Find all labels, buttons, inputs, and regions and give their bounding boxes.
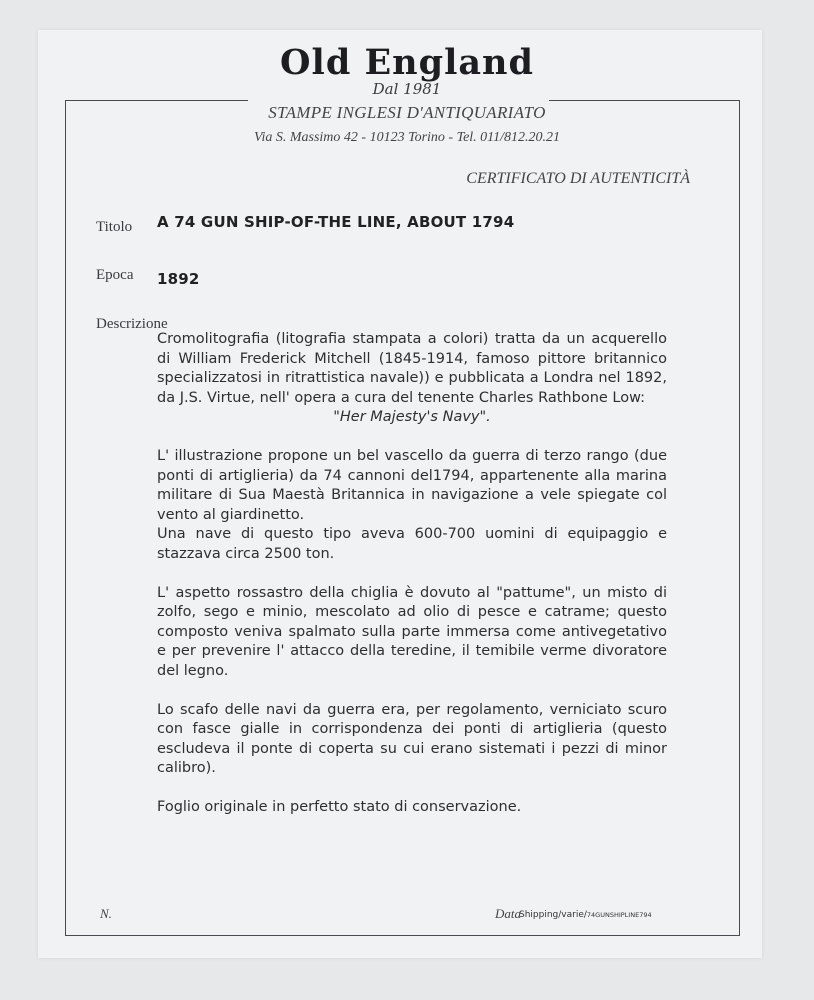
description-paragraph-1: Cromolitografia (litografia stampata a colori) tratta da un acquerello di William Frederick Mitchell (1845-1914, famoso pittore britannico specializzatosi in ritrattistica navale)) e pubblicata a Londra nel 1892, da J.S. Virtue, nell' opera a cura del tenente Charles Rathbone Low: bbox=[157, 331, 667, 406]
company-address: Via S. Massimo 42 - 10123 Torino - Tel. 011/812.20.21 bbox=[253, 130, 561, 145]
date-label: Data bbox=[495, 906, 521, 921]
work-title: "Her Majesty's Navy". bbox=[333, 409, 491, 426]
reference-id: 74GUNSHIPLINE794 bbox=[586, 911, 652, 919]
title-value: A 74 GUN SHIP-OF-THE LINE, ABOUT 1794 bbox=[157, 213, 515, 231]
description-label: Descrizione bbox=[96, 316, 168, 332]
description-paragraph-5: Foglio originale in perfetto stato di conservazione. bbox=[157, 798, 522, 815]
epoch-label: Epoca bbox=[96, 267, 134, 283]
description-body bbox=[157, 330, 667, 836]
company-logo: Old England bbox=[280, 42, 534, 83]
title-label: Titolo bbox=[96, 219, 133, 235]
number-label: N. bbox=[100, 906, 112, 921]
since-signature: Dal 1981 bbox=[372, 80, 442, 98]
description-paragraph-2a: L' illustrazione propone un bel vascello da guerra di terzo rango (due ponti di artiglieria) da 74 cannoni del1794, appartenente alla marina militare di Sua Maestà Britannica in navigazione a vele spiegate col vento al giardinetto. bbox=[157, 447, 667, 523]
description-paragraph-2b: Una nave di questo tipo aveva 600-700 uomini di equipaggio e stazzava circa 2500 ton. bbox=[157, 526, 667, 562]
description-paragraph-3: L' aspetto rossastro della chiglia è dovuto al "pattume", un misto di zolfo, sego e minio, mescolato ad olio di pesce e catrame; questo composto veniva spalmato sulla parte immersa come antivegetativo e per prevenire l' attacco della teredine, il temibile verme divoratore del legno. bbox=[157, 584, 667, 679]
epoch-value: 1892 bbox=[157, 270, 200, 288]
frame-top-left-line bbox=[65, 100, 248, 101]
company-subtitle: STAMPE INGLESI D'ANTIQUARIATO bbox=[268, 103, 546, 122]
certificate-heading: CERTIFICATO DI AUTENTICITÀ bbox=[466, 170, 690, 187]
frame-top-right-line bbox=[549, 100, 739, 101]
reference-path: Shipping/varie/ bbox=[519, 910, 587, 920]
reference-code bbox=[519, 910, 652, 920]
description-paragraph-4: Lo scafo delle navi da guerra era, per regolamento, verniciato scuro con fasce gialle in corrispondenza dei ponti di artiglieria (questo escludeva il ponte di coperta su cui erano sistemati i pezzi di minor calibro). bbox=[157, 701, 667, 777]
